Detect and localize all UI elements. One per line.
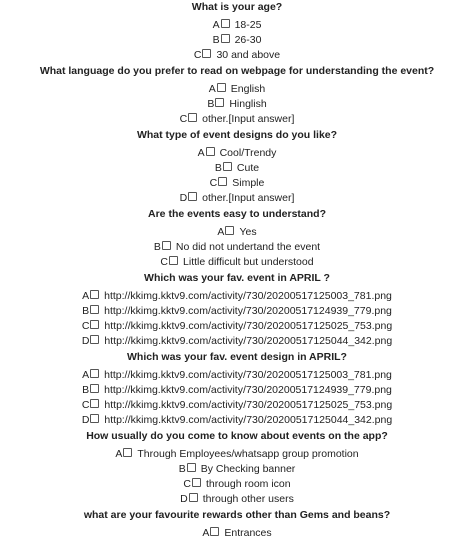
- option-label: other.[Input answer]: [202, 192, 295, 204]
- option-row[interactable]: [0, 18, 474, 33]
- option-row[interactable]: [0, 191, 474, 206]
- option-checkbox[interactable]: [169, 256, 178, 265]
- option-checkbox[interactable]: [90, 335, 99, 344]
- option-row[interactable]: [0, 112, 474, 127]
- option-row[interactable]: [0, 492, 474, 507]
- question-block: [0, 271, 474, 350]
- option-label: through other users: [202, 493, 294, 505]
- option-label: Entrances: [224, 527, 272, 539]
- option-row[interactable]: [0, 334, 474, 349]
- question-title: what are your favourite rewards other than Gems and beans?: [83, 509, 391, 521]
- question-title: Which was your fav. event design in APRIL?: [127, 351, 347, 363]
- option-row[interactable]: [0, 383, 474, 398]
- option-list: [0, 15, 474, 64]
- option-row[interactable]: [0, 33, 474, 48]
- option-list: [0, 222, 474, 271]
- question-block: [0, 350, 474, 429]
- option-label: http://kkimg.kktv9.com/activity/730/20200517124939_779.png: [104, 384, 392, 396]
- option-label: Hinglish: [229, 98, 267, 110]
- option-letter: A: [208, 83, 216, 95]
- option-letter: D: [81, 414, 90, 426]
- option-letter: B: [207, 98, 215, 110]
- option-letter: D: [81, 335, 90, 347]
- option-row[interactable]: [0, 368, 474, 383]
- option-list: [0, 286, 474, 350]
- option-row[interactable]: [0, 477, 474, 492]
- option-row[interactable]: [0, 526, 474, 541]
- option-row[interactable]: [0, 255, 474, 270]
- option-label: 30 and above: [216, 49, 281, 61]
- option-label: Cool/Trendy: [219, 147, 277, 159]
- option-checkbox[interactable]: [218, 177, 227, 186]
- option-row[interactable]: [0, 289, 474, 304]
- question-title: Are the events easy to understand?: [148, 208, 326, 220]
- question-block: [0, 128, 474, 207]
- option-letter: C: [81, 320, 90, 332]
- option-label: http://kkimg.kktv9.com/activity/730/20200517125003_781.png: [104, 290, 392, 302]
- question-block: [0, 429, 474, 508]
- option-row[interactable]: [0, 82, 474, 97]
- option-label: http://kkimg.kktv9.com/activity/730/20200517125025_753.png: [104, 399, 393, 411]
- option-label: http://kkimg.kktv9.com/activity/730/20200517125044_342.png: [104, 414, 393, 426]
- option-letter: A: [197, 147, 205, 159]
- option-row[interactable]: [0, 413, 474, 428]
- option-letter: B: [153, 241, 161, 253]
- option-row[interactable]: [0, 48, 474, 63]
- option-checkbox[interactable]: [187, 463, 196, 472]
- option-row[interactable]: [0, 319, 474, 334]
- question-title: What type of event designs do you like?: [136, 129, 338, 141]
- option-letter: C: [183, 478, 191, 490]
- option-row[interactable]: [0, 146, 474, 161]
- option-row[interactable]: [0, 304, 474, 319]
- option-letter: B: [212, 34, 220, 46]
- option-letter: C: [193, 49, 202, 61]
- option-label: By Checking banner: [200, 463, 296, 475]
- option-checkbox[interactable]: [221, 34, 230, 43]
- question-block: [0, 207, 474, 271]
- option-letter: D: [180, 493, 188, 505]
- option-checkbox[interactable]: [215, 98, 224, 107]
- question-title: What is your age?: [191, 1, 283, 13]
- option-label: Yes: [239, 226, 257, 238]
- option-label: http://kkimg.kktv9.com/activity/730/20200517124939_779.png: [104, 305, 392, 317]
- option-label: Cute: [236, 162, 260, 174]
- option-checkbox[interactable]: [189, 493, 198, 502]
- option-list: [0, 365, 474, 429]
- question-block: [0, 0, 474, 64]
- question-title: What language do you prefer to read on webpage for understanding the event?: [39, 65, 435, 77]
- option-row[interactable]: [0, 398, 474, 413]
- option-checkbox[interactable]: [90, 414, 99, 423]
- option-checkbox[interactable]: [188, 192, 197, 201]
- option-checkbox[interactable]: [202, 49, 211, 58]
- option-checkbox[interactable]: [123, 448, 132, 457]
- option-letter: C: [179, 113, 188, 125]
- option-letter: B: [178, 463, 186, 475]
- option-list: [0, 444, 474, 508]
- option-letter: C: [160, 256, 169, 268]
- question-block: [0, 508, 474, 542]
- option-letter: B: [214, 162, 222, 174]
- option-label: http://kkimg.kktv9.com/activity/730/20200517125025_753.png: [104, 320, 393, 332]
- option-checkbox[interactable]: [217, 83, 226, 92]
- question-title: How usually do you come to know about events on the app?: [86, 430, 388, 442]
- option-label: 26-30: [234, 34, 262, 46]
- option-checkbox[interactable]: [90, 399, 99, 408]
- option-letter: B: [82, 305, 90, 317]
- question-title: Which was your fav. event in APRIL ?: [144, 272, 330, 284]
- option-label: Little difficult but understood: [183, 256, 314, 268]
- option-letter: C: [81, 399, 90, 411]
- option-letter: D: [179, 192, 188, 204]
- option-checkbox[interactable]: [225, 226, 234, 235]
- option-label: 18-25: [234, 19, 262, 31]
- question-block: [0, 64, 474, 128]
- option-checkbox[interactable]: [221, 19, 230, 28]
- option-checkbox[interactable]: [90, 320, 99, 329]
- option-checkbox[interactable]: [90, 369, 99, 378]
- option-checkbox[interactable]: [223, 162, 232, 171]
- option-row[interactable]: [0, 225, 474, 240]
- option-row[interactable]: [0, 447, 474, 462]
- option-letter: A: [202, 527, 210, 539]
- option-checkbox[interactable]: [90, 290, 99, 299]
- option-list: [0, 79, 474, 128]
- option-letter: A: [212, 19, 220, 31]
- option-checkbox[interactable]: [210, 527, 219, 536]
- option-list: [0, 523, 474, 542]
- option-checkbox[interactable]: [162, 241, 171, 250]
- option-label: Simple: [232, 177, 265, 189]
- option-letter: A: [82, 290, 90, 302]
- option-row[interactable]: [0, 240, 474, 255]
- option-letter: A: [217, 226, 225, 238]
- option-label: English: [230, 83, 266, 95]
- option-row[interactable]: [0, 161, 474, 176]
- option-checkbox[interactable]: [206, 147, 215, 156]
- option-label: Through Employees/whatsapp group promotion: [137, 448, 359, 460]
- option-label: through room icon: [205, 478, 291, 490]
- option-letter: B: [82, 384, 90, 396]
- option-row[interactable]: [0, 97, 474, 112]
- option-checkbox[interactable]: [90, 305, 99, 314]
- option-label: http://kkimg.kktv9.com/activity/730/20200517125044_342.png: [104, 335, 393, 347]
- option-letter: A: [115, 448, 123, 460]
- option-list: [0, 143, 474, 207]
- option-letter: A: [82, 369, 90, 381]
- option-row[interactable]: [0, 462, 474, 477]
- option-checkbox[interactable]: [90, 384, 99, 393]
- option-letter: C: [209, 177, 218, 189]
- option-label: http://kkimg.kktv9.com/activity/730/20200517125003_781.png: [104, 369, 392, 381]
- option-label: other.[Input answer]: [202, 113, 295, 125]
- option-checkbox[interactable]: [188, 113, 197, 122]
- option-label: No did not undertand the event: [175, 241, 321, 253]
- option-checkbox[interactable]: [192, 478, 201, 487]
- option-row[interactable]: [0, 176, 474, 191]
